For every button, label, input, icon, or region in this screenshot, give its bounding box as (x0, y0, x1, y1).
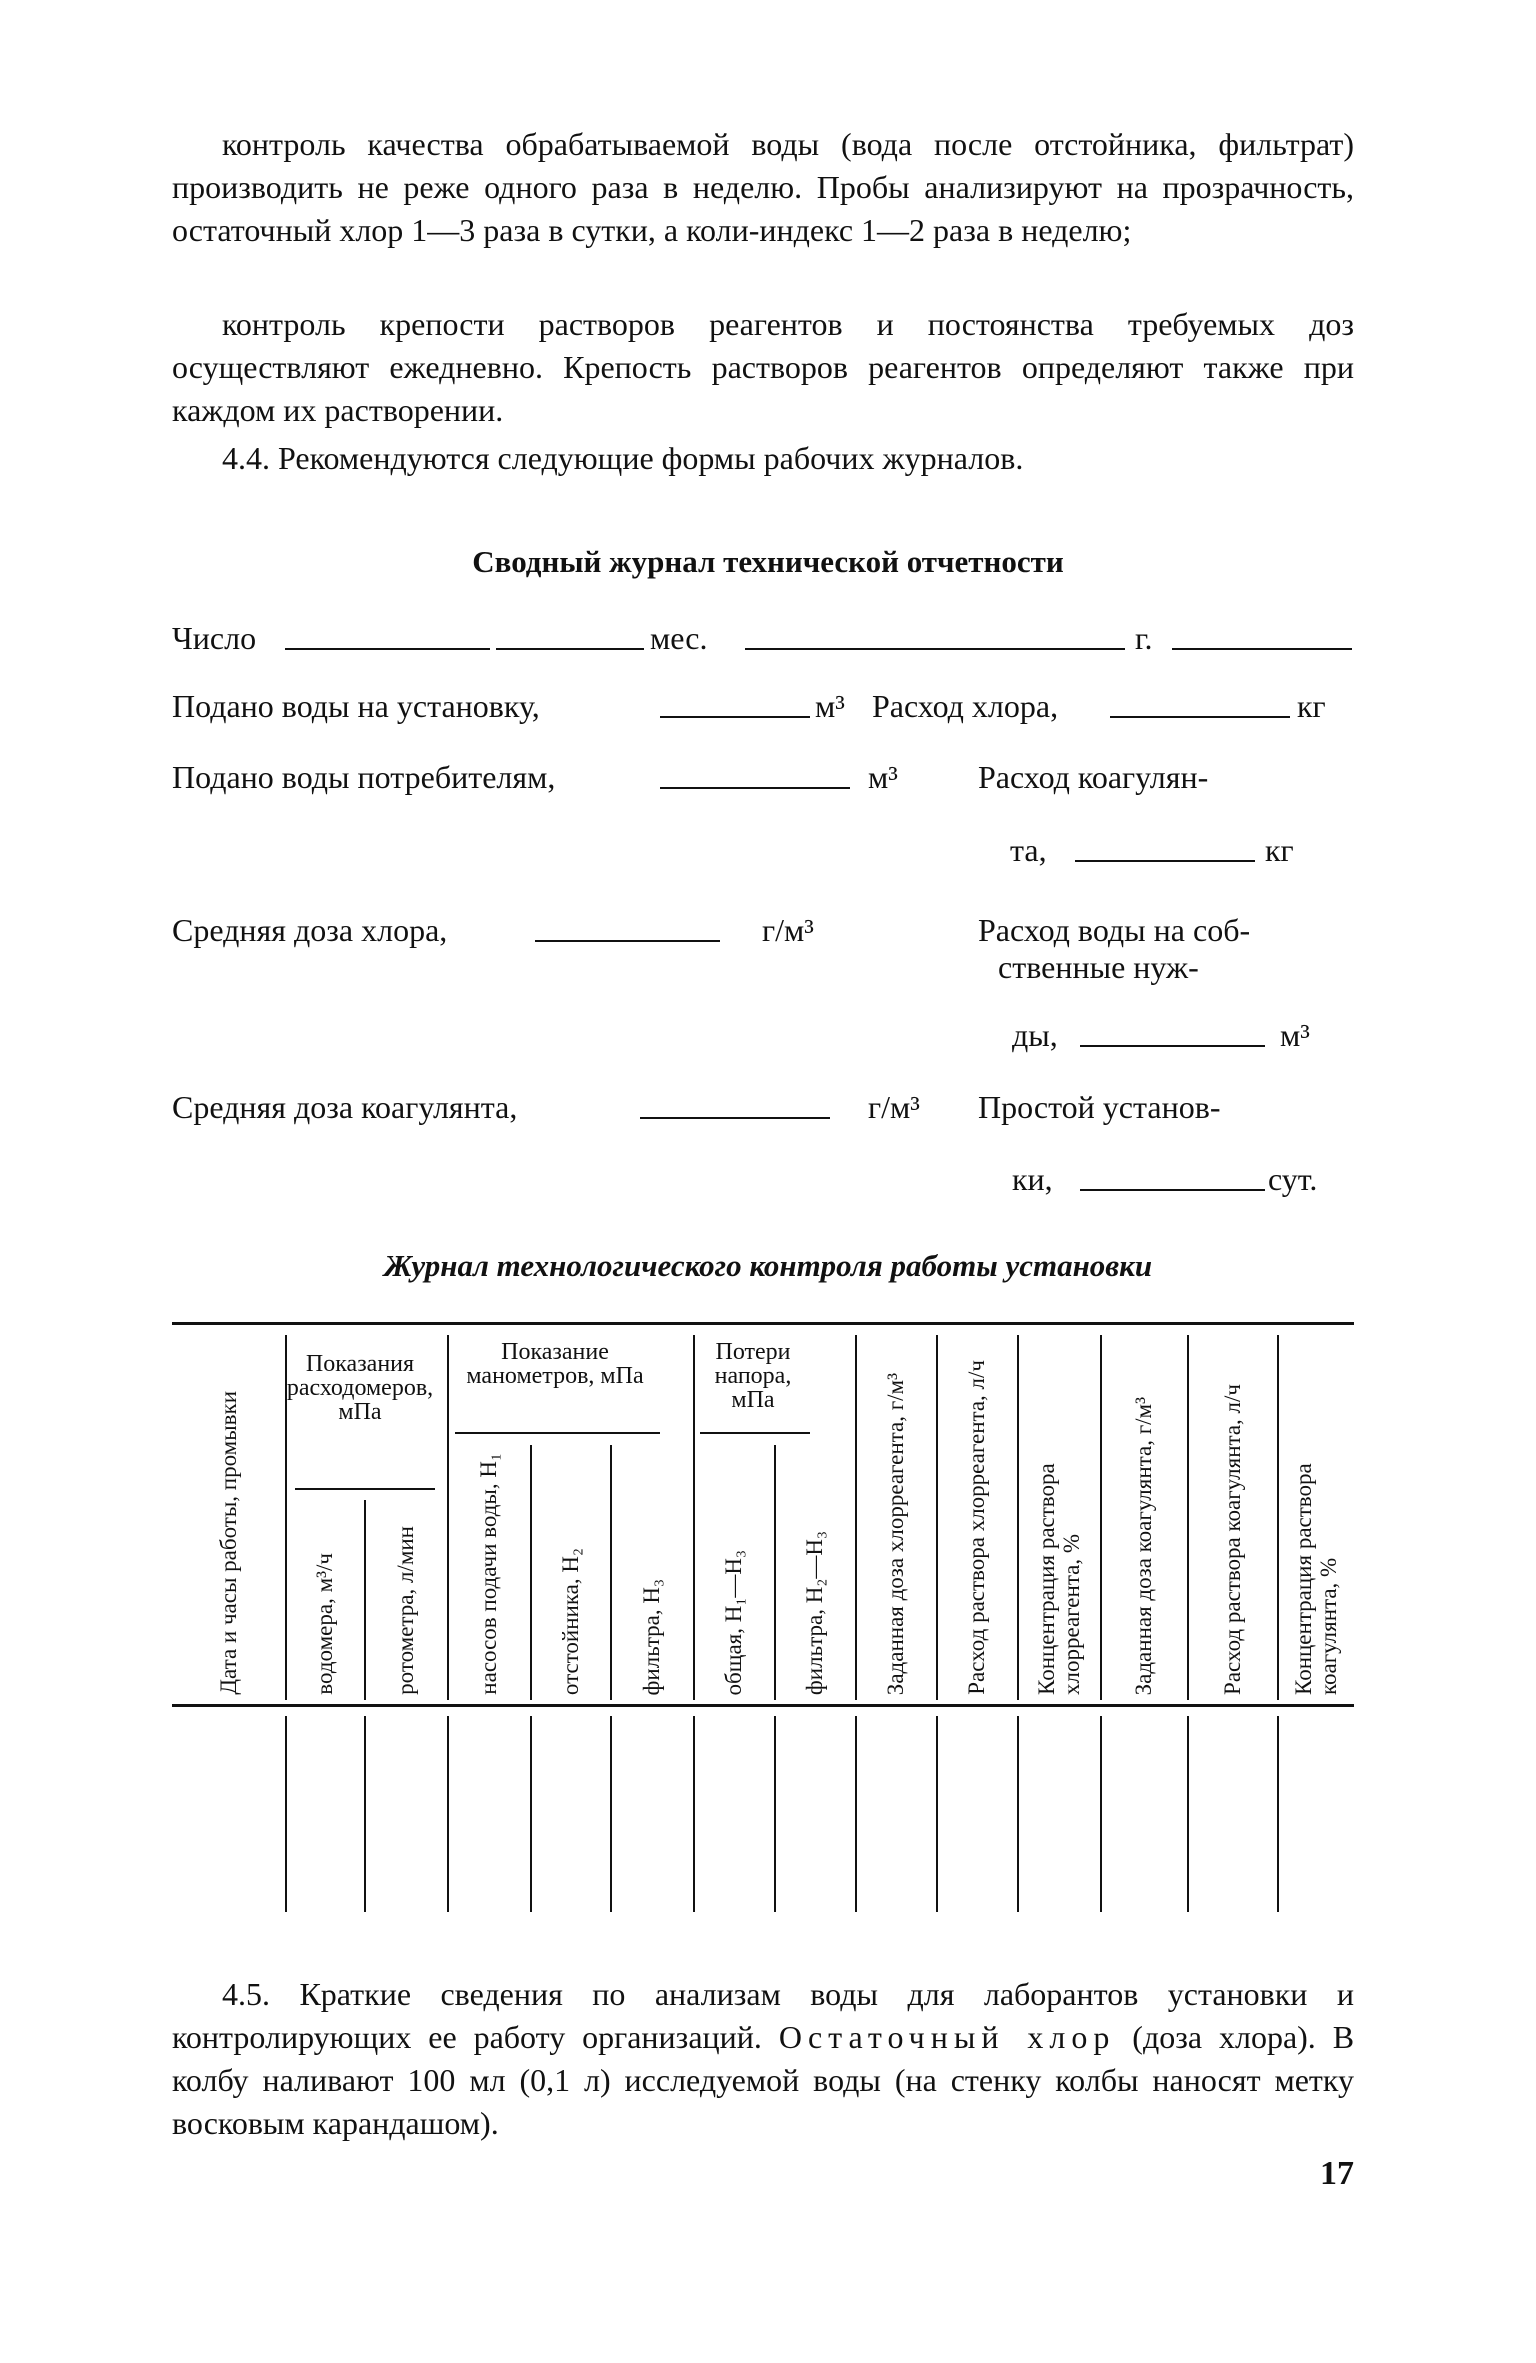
column-header-label: общая, H₁—H₃ (721, 1549, 746, 1695)
table-header-rule (172, 1704, 1354, 1707)
column-header (530, 1440, 610, 1695)
table-entry-cell[interactable] (693, 1716, 774, 1912)
year-field[interactable] (1172, 648, 1352, 650)
day-label: Число (172, 620, 257, 656)
year-label: г. (1135, 620, 1153, 656)
control-journal-title: Журнал технологического контроля работы установки (383, 1248, 1153, 1283)
column-header-label: Концентрация раствора коагулянта, % (1290, 1463, 1341, 1695)
avg-coag-label: Средняя доза коагулянта, (172, 1089, 518, 1125)
paragraph-45-rest: (доза хлора). В колбу наливают 100 мл (0,1 л) исследуемой воды (на стенку колбы наносят метку восковым карандашом). (172, 2019, 1355, 2141)
table-entry-cell[interactable] (610, 1716, 693, 1912)
unit-m3: м³ (1280, 1017, 1310, 1053)
group-rule-head-loss (700, 1432, 810, 1434)
column-header (172, 1340, 285, 1695)
column-divider (447, 1335, 449, 1700)
column-header (1100, 1345, 1187, 1695)
table-entry-cell[interactable] (285, 1716, 364, 1912)
coag-use-label: Расход коагулян- (978, 759, 1209, 795)
day-field-2[interactable] (496, 648, 644, 650)
table-entry-cell[interactable] (172, 1716, 285, 1912)
column-header (855, 1345, 936, 1695)
water-supplied-field[interactable] (660, 716, 810, 718)
column-divider (1100, 1335, 1102, 1700)
table-top-rule (172, 1322, 1354, 1325)
column-header (774, 1440, 855, 1695)
unit-g-m3: г/м³ (868, 1089, 920, 1125)
table-entry-cell[interactable] (855, 1716, 936, 1912)
column-header (693, 1440, 774, 1695)
column-header (1187, 1345, 1277, 1695)
unit-kg: кг (1297, 688, 1326, 724)
water-supplied-label: Подано воды на установку, (172, 688, 540, 724)
column-header (1277, 1345, 1354, 1695)
column-header-label: Расход раствора коагулянта, л/ч (1219, 1384, 1245, 1695)
coag-use-label-cont: та, (1010, 832, 1047, 868)
column-divider (1187, 1335, 1189, 1700)
group-flowmeters: Показания расходомеров, мПа (286, 1351, 434, 1425)
column-divider (936, 1335, 938, 1700)
column-header-label: ротометра, л/мин (393, 1526, 418, 1695)
column-header-label: водомера, м³/ч (312, 1553, 337, 1695)
column-divider (364, 1500, 366, 1700)
column-divider (285, 1335, 287, 1700)
paragraph-45-lead: 4.5. Краткие сведения по анализам воды для лаборантов установки и контролирующих ее работу организаций. (172, 1976, 1354, 2055)
table-entry-cell[interactable] (530, 1716, 610, 1912)
table-entry-cell[interactable] (364, 1716, 447, 1912)
table-entry-cell[interactable] (447, 1716, 530, 1912)
paragraph-44: 4.4. Рекомендуются следующие формы рабочих журналов. (222, 440, 1024, 476)
water-consumers-label: Подано воды потребителям, (172, 759, 556, 795)
chlorine-use-label: Расход хлора, (872, 688, 1059, 724)
day-field[interactable] (285, 648, 490, 650)
summary-journal-title: Сводный журнал технической отчетности (472, 544, 1064, 579)
column-divider (1277, 1335, 1279, 1700)
column-header-label: Расход раствора хлорреагента, л/ч (964, 1360, 989, 1695)
table-entry-cell[interactable] (1100, 1716, 1187, 1912)
column-header (285, 1495, 364, 1695)
column-divider (774, 1445, 776, 1700)
group-rule-manometers (455, 1432, 660, 1434)
column-header-label: отстойника, H₂ (557, 1547, 583, 1695)
own-needs-label-end: ды, (1012, 1017, 1058, 1053)
unit-days: сут. (1268, 1161, 1318, 1197)
avg-chlorine-label: Средняя доза хлора, (172, 912, 448, 948)
column-header (364, 1495, 447, 1695)
own-needs-label-cont: ственные нуж- (998, 949, 1199, 985)
column-divider (610, 1445, 612, 1700)
water-consumers-field[interactable] (660, 787, 850, 789)
column-header-label: насосов подачи воды, H₁ (476, 1453, 501, 1695)
group-rule-flowmeters (295, 1488, 435, 1490)
column-divider (855, 1335, 857, 1700)
coag-use-field[interactable] (1075, 860, 1255, 862)
table-entry-cell[interactable] (1187, 1716, 1277, 1912)
column-header (610, 1440, 693, 1695)
table-entry-cell[interactable] (936, 1716, 1017, 1912)
column-divider (693, 1335, 695, 1700)
paragraph-water-quality: контроль качества обрабатываемой воды (вода после отстойника, фильтрат) производить не реже одного раза в неделю. Пробы анализируют на прозрачность, остаточный хлор 1—3 раза в сутки, а коли-индекс 1—2 раза в неделю; (172, 126, 1354, 248)
column-header-label: Концентрация раствора хлорреагента, % (1033, 1463, 1084, 1695)
residual-chlorine-term: Остаточный хлор (778, 2019, 1116, 2055)
group-manometers: Показание манометров, мПа (466, 1339, 644, 1389)
avg-coag-field[interactable] (640, 1117, 830, 1119)
column-header-label: фильтра, H₂—H₃ (802, 1530, 827, 1695)
paragraph-reagent-control: контроль крепости растворов реагентов и постоянства требуемых доз осуществляют ежедневно. Крепость растворов реагентов определяют также при каждом их растворении. (172, 306, 1354, 428)
unit-g-m3: г/м³ (762, 912, 814, 948)
unit-m3: м³ (815, 688, 845, 724)
column-divider (530, 1445, 532, 1700)
paragraph-45 (172, 1973, 1354, 2145)
page-number: 17 (1320, 2155, 1354, 2192)
own-needs-label: Расход воды на соб- (978, 912, 1251, 948)
column-header (936, 1345, 1017, 1695)
own-needs-field[interactable] (1080, 1045, 1265, 1047)
downtime-label-cont: ки, (1012, 1161, 1053, 1197)
group-head-loss: Потери напора, мПа (714, 1339, 792, 1413)
unit-m3: м³ (868, 759, 898, 795)
column-header-label: Заданная доза хлорреагента, г/м³ (883, 1372, 908, 1695)
downtime-field[interactable] (1080, 1189, 1265, 1191)
month-label: мес. (650, 620, 708, 656)
table-entry-cell[interactable] (1017, 1716, 1100, 1912)
chlorine-use-field[interactable] (1110, 716, 1290, 718)
unit-kg: кг (1265, 832, 1294, 868)
column-header (447, 1440, 530, 1695)
column-header-label: фильтра, H₃ (639, 1578, 664, 1695)
avg-chlorine-field[interactable] (535, 940, 720, 942)
table-entry-cell[interactable] (1277, 1716, 1354, 1912)
month-field[interactable] (745, 648, 1125, 650)
column-header-label: Дата и часы работы, промывки (216, 1391, 241, 1695)
table-entry-cell[interactable] (774, 1716, 855, 1912)
downtime-label: Простой установ- (978, 1089, 1221, 1125)
column-divider (1017, 1335, 1019, 1700)
column-header-label: Заданная доза коагулянта, г/м³ (1131, 1396, 1156, 1695)
column-header (1017, 1345, 1100, 1695)
